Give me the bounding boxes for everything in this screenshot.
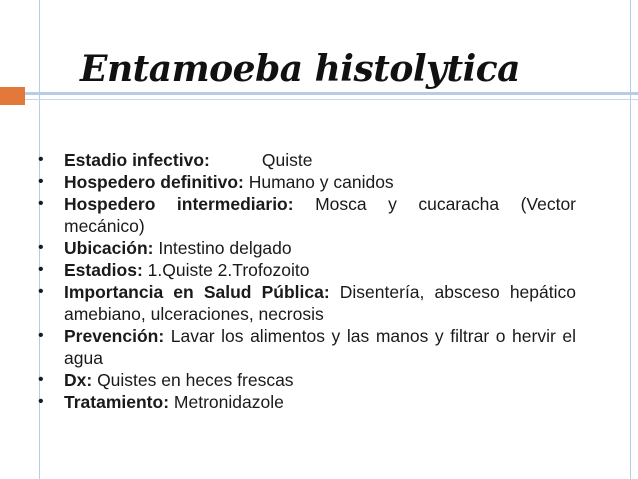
item-value: Humano y canidos <box>243 172 394 192</box>
bullet-icon: • <box>38 283 44 300</box>
item-label: Estadio infectivo: <box>64 150 210 170</box>
bullet-list <box>38 149 576 413</box>
item-value: Mosca y cucaracha (Vector mecánico) <box>64 194 577 236</box>
item-value: Quistes en heces frescas <box>92 370 294 390</box>
bullet-icon: • <box>38 371 44 388</box>
list-item <box>38 193 576 237</box>
item-value: Metronidazole <box>169 392 284 412</box>
slide-title: Entamoeba histolytica <box>80 48 521 90</box>
item-label: Dx: <box>64 370 93 390</box>
item-label: Hospedero definitivo: <box>64 172 244 192</box>
accent-square <box>0 87 25 105</box>
item-label: Importancia en Salud Pública: <box>64 282 330 302</box>
list-item <box>38 391 576 413</box>
list-item <box>38 237 576 259</box>
list-item <box>38 369 576 391</box>
bullet-icon: • <box>38 173 44 190</box>
list-item <box>38 325 576 369</box>
bullet-icon: • <box>38 239 44 256</box>
bullet-icon: • <box>38 261 44 278</box>
item-value: 1.Quiste 2.Trofozoito <box>142 260 310 280</box>
bullet-icon: • <box>38 393 44 410</box>
item-label: Ubicación: <box>64 238 154 258</box>
bullet-icon: • <box>38 327 44 344</box>
item-label: Tratamiento: <box>64 392 170 412</box>
decorative-vertical-line-right <box>630 0 631 479</box>
item-value: Intestino delgado <box>153 238 292 258</box>
bullet-icon: • <box>38 151 44 168</box>
list-item <box>38 259 576 281</box>
item-value: Lavar los alimentos y las manos y filtrar o hervir el agua <box>64 326 576 368</box>
item-label: Estadios: <box>64 260 143 280</box>
header-rule <box>0 92 638 95</box>
item-label: Hospedero intermediario: <box>64 194 294 214</box>
header-rule-thin <box>0 99 638 100</box>
bullet-icon: • <box>38 195 44 212</box>
list-item <box>38 149 576 171</box>
item-value: Quiste <box>261 150 313 170</box>
list-item <box>38 171 576 193</box>
item-label: Prevención: <box>64 326 165 346</box>
item-value: Disentería, absceso hepático amebiano, ulceraciones, necrosis <box>64 282 576 324</box>
list-item <box>38 281 576 325</box>
